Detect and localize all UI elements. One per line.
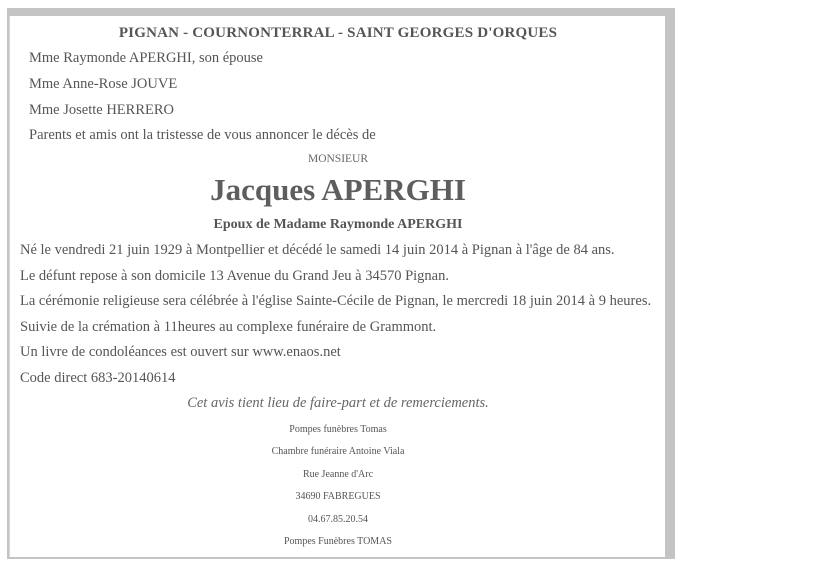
detail-rest-place: Le défunt repose à son domicile 13 Avenue du Grand Jeu à 34570 Pignan. <box>20 268 449 284</box>
family-line-daughter-1: Mme Anne-Rose JOUVE <box>29 76 178 92</box>
detail-code: Code direct 683-20140614 <box>20 370 176 386</box>
death-notice <box>9 16 665 557</box>
deceased-name: Jacques APERGHI <box>210 172 466 207</box>
family-line-announcement: Parents et amis ont la tristesse de vous annoncer le décès de <box>29 127 376 143</box>
funeral-signature: Pompes Funèbres TOMAS <box>284 536 392 547</box>
locations-header: PIGNAN - COURNONTERRAL - SAINT GEORGES D'ORQUES <box>118 25 558 41</box>
funeral-home-name: Pompes funèbres Tomas <box>289 424 387 435</box>
family-line-daughter-2: Mme Josette HERRERO <box>29 102 174 118</box>
civility: MONSIEUR <box>307 153 369 165</box>
funeral-chamber: Chambre funéraire Antoine Viala <box>271 446 405 457</box>
funeral-phone: 04.67.85.20.54 <box>308 514 368 525</box>
funeral-street: Rue Jeanne d'Arc <box>302 469 374 480</box>
detail-condolences: Un livre de condoléances est ouvert sur www.enaos.net <box>20 344 341 360</box>
closing-line: Cet avis tient lieu de faire-part et de remerciements. <box>187 395 489 411</box>
detail-ceremony: La cérémonie religieuse sera célébrée à l'église Sainte-Cécile de Pignan, le mercredi 18 juin 2014 à 9 heures. <box>20 293 652 309</box>
detail-birth-death: Né le vendredi 21 juin 1929 à Montpellier et décédé le samedi 14 juin 2014 à Pignan à l'âge de 84 ans. <box>20 242 615 258</box>
funeral-city: 34690 FABREGUES <box>295 491 381 502</box>
detail-cremation: Suivie de la crémation à 11heures au complexe funéraire de Grammont. <box>20 319 437 335</box>
spouse-line: Epoux de Madame Raymonde APERGHI <box>213 217 463 232</box>
family-line-spouse: Mme Raymonde APERGHI, son épouse <box>29 50 263 66</box>
